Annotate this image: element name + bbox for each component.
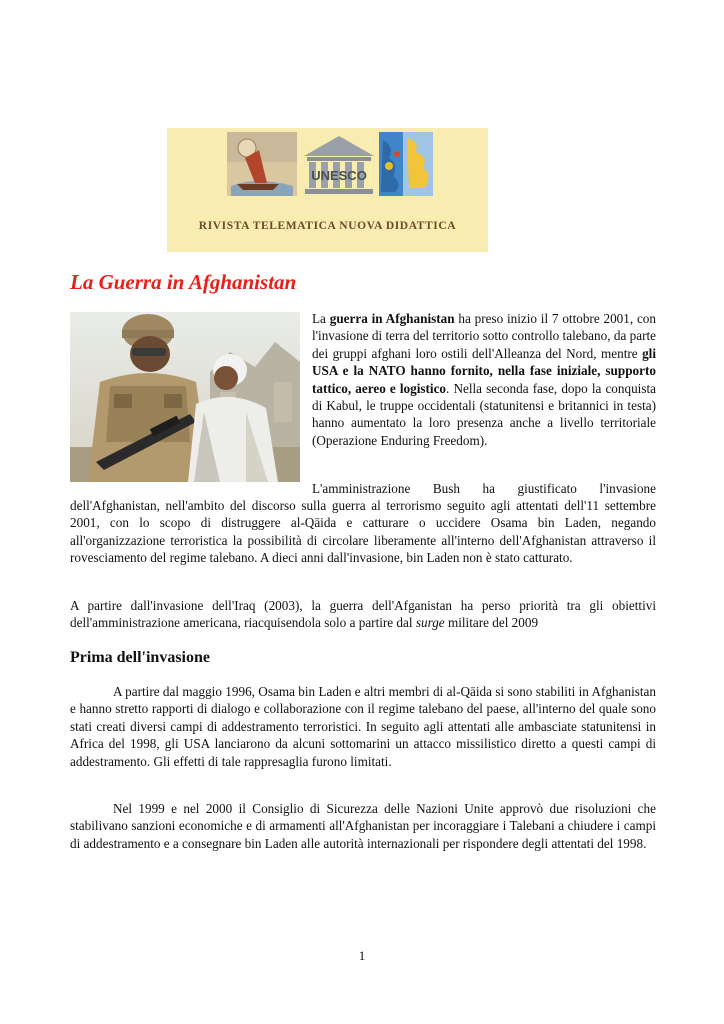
pre-invasion-paragraph: A partire dal maggio 1996, Osama bin Laden e altri membri di al-Qāida si sono stabiliti in Afghanistan e hanno stretto rapporti di dialogo e collaborazione con il regime talebano del paese, all'interno del quale sono stati creati diversi campi di addestramento terroristici. In seguito agli attentati alle ambasciate statunitensi in Africa del 1998, gli USA lanciarono da alcuni sottomarini un attacco missilistico diretto a questi campi di addestramento. Gli effetti di tale rappresaglia furono limitati. <box>70 684 656 769</box>
banner-caption: RIVISTA TELEMATICA NUOVA DIDATTICA <box>198 220 457 232</box>
soldier-child-photo <box>70 312 300 482</box>
bush-paragraph: dell'Afghanistan, nell'ambito del discorso sulla guerra al terrorismo seguito agli attentati dell'11 settembre 2001, con lo scopo di distruggere al-Qāida e catturare o uccidere Osama bin Laden, negando all'organizzazione terroristica la possibilità di circolare liberamente all'interno dell'Afghanistan attraverso il rovesciamento del regime talebano. A dieci anni dall'invasione, bin Laden non è stato catturato. <box>70 498 656 566</box>
page-number: 1 <box>358 948 366 963</box>
iraq-text: A partire dall'invasione dell'Iraq (2003), la guerra dell'Afganistan ha perso priorità tra gli obiettivi dell'amministrazione americana, riacquisendola solo a partire dal <box>70 598 656 631</box>
iraq-text: militare del 2009 <box>444 615 539 631</box>
intro-paragraph <box>312 310 656 449</box>
section-heading: Prima dell'invasione <box>70 649 210 666</box>
intro-text: La <box>312 311 330 326</box>
intro-text: . Nella seconda fase, dopo la conquista di Kabul, le truppe occidentali (statunitensi e britannici in testa) hanno aumentato la loro presenza anche a livello territoriale (Operazione Enduring Freedom). <box>312 380 656 448</box>
page-title: La Guerra in Afghanistan <box>70 270 297 294</box>
banner-artwork <box>167 128 488 252</box>
svg-text:UNESCO: UNESCO <box>311 168 367 183</box>
journal-banner <box>167 128 488 252</box>
iraq-italic-surge: surge <box>415 615 445 631</box>
intro-text: ha preso inizio il 7 ottobre 2001, con l'invasione di terra del territorio sotto controllo talebano, da parte dei gruppi afghani loro ostili dell'Alleanza del Nord, mentre <box>312 311 656 361</box>
intro-bold-support: gli USA e la NATO hanno fornito, nella fase iniziale, supporto tattico, aereo e logistico <box>312 345 656 396</box>
intro-bold-topic: guerra in Afghanistan <box>329 311 455 326</box>
un-resolutions-paragraph: Nel 1999 e nel 2000 il Consiglio di Sicurezza delle Nazioni Unite approvò due risoluzioni che stabilivano sanzioni economiche e di armamenti all'Afghanistan per incoraggiare i Talebani a chiudere i campi di addestramento e a consegnare bin Laden alle autorità internazionali per rispondere degli attentati del 1998. <box>70 801 656 851</box>
bush-paragraph-lead: L'amministrazione Bush ha giustificato l'invasione <box>312 481 656 496</box>
unesco-logo <box>304 136 374 194</box>
iraq-paragraph <box>70 597 656 632</box>
